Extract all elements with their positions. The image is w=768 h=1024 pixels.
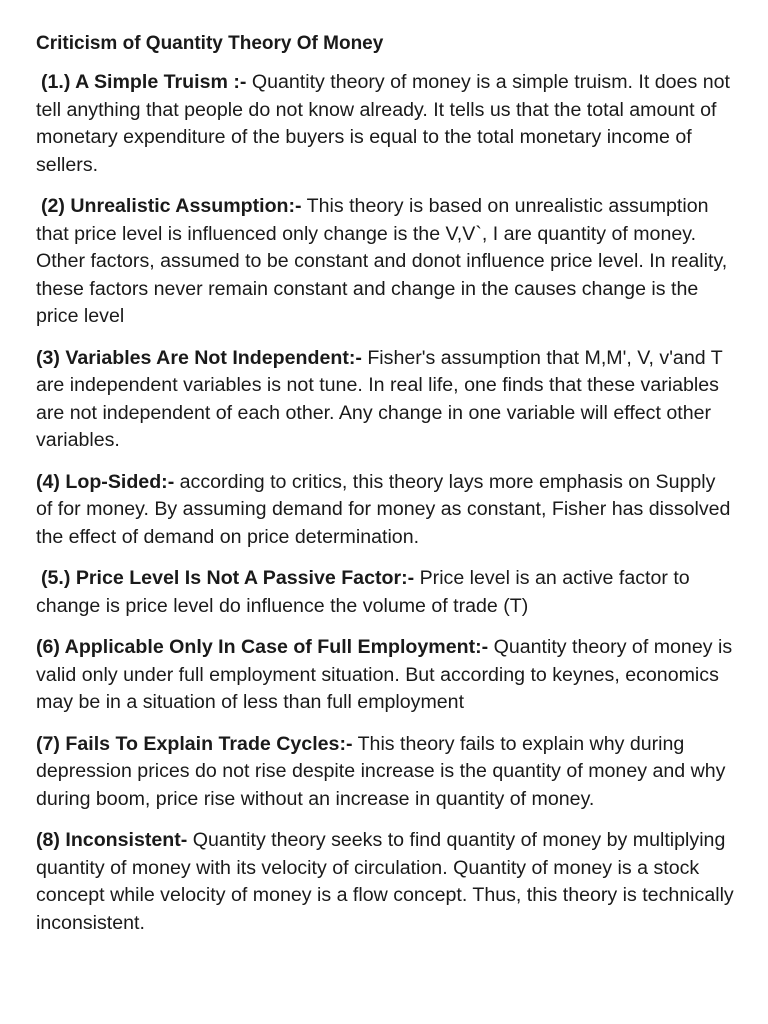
section-body: according to critics, this theory lays more emphasis on Supply of for money. By assuming demand for money as constant, Fisher has dissolved the effect of demand on price determination. [36,470,731,548]
section-body: Fisher's assumption that M,M', V, v'and T are independent variables is not tune. In real life, one finds that these variables are not independent of each other. Any change in one variable will effect other variables. [36,346,723,451]
section-body: This theory is based on unrealistic assumption that price level is influenced only change is the V,V`, I are quantity of money. Other factors, assumed to be constant and donot influence price level. In reality, these factors never remain constant and change in the causes change is the price level [36,195,728,327]
document-title: Criticism of Quantity Theory Of Money [36,33,384,54]
section-body: Quantity theory of money is valid only under full employment situation. But according to keynes, economics may be in a situation of less than full employment [36,636,733,713]
section-variables-not-independent [36,345,736,455]
document-page [36,30,736,951]
section-heading: (5.) Price Level Is Not A Passive Factor:- [41,567,415,589]
section-simple-truism [36,69,736,179]
section-body: This theory fails to explain why during depression prices do not rise despite increase is the quantity of money and why during boom, price rise without an increase in quantity of money. [36,732,726,810]
section-body: Price level is an active factor to change is price level do influence the volume of trade (T) [36,567,690,617]
section-body: Quantity theory seeks to find quantity of money by multiplying quantity of money with its velocity of circulation. Quantity of money is a stock concept while velocity of money is a flow concept. Thus, this theory is technically inconsistent. [36,829,734,934]
section-full-employment [36,634,736,717]
section-heading: (3) Variables Are Not Independent:- [36,346,362,369]
section-heading: (2) Unrealistic Assumption:- [41,195,302,217]
section-unrealistic-assumption [36,193,736,331]
section-heading: (7) Fails To Explain Trade Cycles:- [36,732,353,755]
section-heading: (8) Inconsistent- [36,829,188,851]
section-heading: (6) Applicable Only In Case of Full Employment:- [36,636,489,658]
section-body: Quantity theory of money is a simple truism. It does not tell anything that people do not know already. It tells us that the total amount of monetary expenditure of the buyers is equal to the total monetary income of sellers. [36,71,730,176]
section-trade-cycles [36,731,736,814]
section-price-level-not-passive [36,565,736,620]
section-inconsistent [36,827,736,937]
section-heading: (1.) A Simple Truism :- [41,71,247,93]
section-lop-sided [36,469,736,552]
section-heading: (4) Lop-Sided:- [36,470,175,493]
